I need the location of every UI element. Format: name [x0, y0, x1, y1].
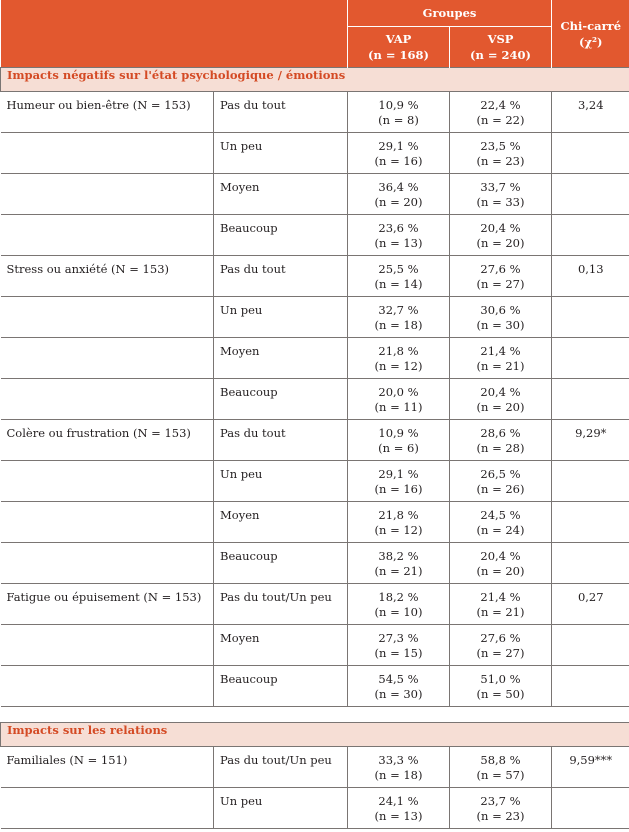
- vsp-count: (n = 20): [476, 236, 525, 250]
- header-chi-square: [552, 0, 629, 68]
- row-level: Moyen: [214, 174, 348, 215]
- vsp-n: (n = 240): [470, 48, 531, 62]
- vap-cell: [348, 788, 450, 829]
- row-label: [1, 543, 214, 584]
- row-level: Moyen: [214, 625, 348, 666]
- vap-count: (n = 16): [374, 154, 423, 168]
- vap-percent: 38,2 %: [378, 549, 419, 563]
- vap-cell: [348, 379, 450, 420]
- vsp-count: (n = 22): [476, 113, 525, 127]
- vap-percent: 29,1 %: [378, 467, 419, 481]
- vsp-count: (n = 26): [476, 482, 525, 496]
- vap-count: (n = 11): [374, 400, 423, 414]
- vap-percent: 21,8 %: [378, 344, 419, 358]
- row-label: [1, 788, 214, 829]
- row-label: [1, 625, 214, 666]
- vap-count: (n = 21): [374, 564, 423, 578]
- vsp-percent: 27,6 %: [480, 262, 521, 276]
- vap-count: (n = 16): [374, 482, 423, 496]
- row-level: Pas du tout: [214, 420, 348, 461]
- row-label: [1, 379, 214, 420]
- vap-percent: 29,1 %: [378, 139, 419, 153]
- vsp-cell: [450, 215, 552, 256]
- chi-value: [552, 543, 629, 584]
- table-row: [1, 256, 629, 297]
- table-row: [1, 133, 629, 174]
- vsp-percent: 21,4 %: [480, 344, 521, 358]
- vap-percent: 20,0 %: [378, 385, 419, 399]
- vap-count: (n = 15): [374, 646, 423, 660]
- vsp-count: (n = 24): [476, 523, 525, 537]
- row-label: [1, 215, 214, 256]
- chi-symbol: (χ²): [579, 34, 603, 49]
- vsp-percent: 22,4 %: [480, 98, 521, 112]
- chi-value: [552, 666, 629, 707]
- vsp-cell: [450, 584, 552, 625]
- table-row: [1, 666, 629, 707]
- vap-count: (n = 18): [374, 318, 423, 332]
- vsp-count: (n = 27): [476, 646, 525, 660]
- table-row: [1, 747, 629, 788]
- chi-value: [552, 133, 629, 174]
- chi-value: 0,27: [552, 584, 629, 625]
- chi-value: [552, 338, 629, 379]
- vap-percent: 10,9 %: [378, 98, 419, 112]
- table-row: [1, 625, 629, 666]
- row-level: Beaucoup: [214, 379, 348, 420]
- spacer-cell: [1, 707, 629, 723]
- vap-count: (n = 8): [378, 113, 419, 127]
- vsp-cell: [450, 747, 552, 788]
- vap-count: (n = 13): [374, 236, 423, 250]
- chi-value: [552, 174, 629, 215]
- row-level: Moyen: [214, 338, 348, 379]
- vsp-cell: [450, 379, 552, 420]
- vap-cell: [348, 215, 450, 256]
- row-label: Familiales (N = 151): [1, 747, 214, 788]
- vsp-cell: [450, 92, 552, 133]
- row-label: [1, 666, 214, 707]
- table-row: [1, 502, 629, 543]
- vap-percent: 21,8 %: [378, 508, 419, 522]
- vap-percent: 23,6 %: [378, 221, 419, 235]
- chi-value: 9,29*: [552, 420, 629, 461]
- vsp-cell: [450, 174, 552, 215]
- vsp-count: (n = 50): [476, 687, 525, 701]
- table-header: [1, 0, 629, 68]
- table-row: [1, 215, 629, 256]
- vsp-percent: 58,8 %: [480, 753, 521, 767]
- vap-cell: [348, 543, 450, 584]
- vap-count: (n = 10): [374, 605, 423, 619]
- vsp-count: (n = 21): [476, 359, 525, 373]
- vap-count: (n = 14): [374, 277, 423, 291]
- vap-n: (n = 168): [368, 48, 429, 62]
- vap-cell: [348, 92, 450, 133]
- vsp-percent: 33,7 %: [480, 180, 521, 194]
- vap-count: (n = 30): [374, 687, 423, 701]
- chi-value: [552, 788, 629, 829]
- row-label: [1, 174, 214, 215]
- vap-percent: 27,3 %: [378, 631, 419, 645]
- vsp-percent: 30,6 %: [480, 303, 521, 317]
- vsp-count: (n = 27): [476, 277, 525, 291]
- section-header: [1, 68, 629, 92]
- vsp-percent: 26,5 %: [480, 467, 521, 481]
- vap-cell: [348, 174, 450, 215]
- vap-cell: [348, 297, 450, 338]
- row-label: Humeur ou bien-être (N = 153): [1, 92, 214, 133]
- vap-label: VAP: [385, 32, 412, 46]
- vsp-percent: 20,4 %: [480, 221, 521, 235]
- row-level: Un peu: [214, 297, 348, 338]
- vsp-label: VSP: [487, 32, 514, 46]
- row-level: Un peu: [214, 133, 348, 174]
- section-title: Impacts négatifs sur l'état psychologique / émotions: [1, 68, 629, 92]
- vsp-percent: 27,6 %: [480, 631, 521, 645]
- header-groupes: Groupes: [348, 0, 552, 27]
- table-row: [1, 379, 629, 420]
- table-body: [1, 68, 629, 829]
- row-label: [1, 338, 214, 379]
- row-level: Beaucoup: [214, 543, 348, 584]
- table-row: [1, 338, 629, 379]
- vsp-cell: [450, 502, 552, 543]
- section-header: [1, 723, 629, 747]
- header-vap: [348, 27, 450, 68]
- vap-percent: 18,2 %: [378, 590, 419, 604]
- vsp-count: (n = 21): [476, 605, 525, 619]
- vap-cell: [348, 133, 450, 174]
- vsp-count: (n = 30): [476, 318, 525, 332]
- vsp-percent: 24,5 %: [480, 508, 521, 522]
- row-label: Fatigue ou épuisement (N = 153): [1, 584, 214, 625]
- chi-value: [552, 297, 629, 338]
- chi-value: [552, 502, 629, 543]
- vap-percent: 10,9 %: [378, 426, 419, 440]
- vap-count: (n = 13): [374, 809, 423, 823]
- chi-value: [552, 625, 629, 666]
- row-label: [1, 133, 214, 174]
- row-level: Pas du tout: [214, 256, 348, 297]
- chi-value: [552, 379, 629, 420]
- vap-cell: [348, 625, 450, 666]
- vap-cell: [348, 666, 450, 707]
- chi-value: [552, 461, 629, 502]
- row-label: Stress ou anxiété (N = 153): [1, 256, 214, 297]
- table-row: [1, 297, 629, 338]
- row-label: [1, 461, 214, 502]
- vap-percent: 33,3 %: [378, 753, 419, 767]
- vap-count: (n = 12): [374, 523, 423, 537]
- section-spacer: [1, 707, 629, 723]
- row-level: Pas du tout: [214, 92, 348, 133]
- table-row: [1, 788, 629, 829]
- vsp-count: (n = 20): [476, 564, 525, 578]
- vap-percent: 54,5 %: [378, 672, 419, 686]
- vsp-cell: [450, 297, 552, 338]
- vap-percent: 32,7 %: [378, 303, 419, 317]
- chi-value: 3,24: [552, 92, 629, 133]
- vsp-percent: 21,4 %: [480, 590, 521, 604]
- vap-count: (n = 6): [378, 441, 419, 455]
- vsp-percent: 20,4 %: [480, 385, 521, 399]
- header-blank: [1, 0, 348, 68]
- row-level: Un peu: [214, 788, 348, 829]
- table-row: [1, 543, 629, 584]
- vap-cell: [348, 338, 450, 379]
- table-row: [1, 92, 629, 133]
- row-level: Pas du tout/Un peu: [214, 584, 348, 625]
- vap-percent: 24,1 %: [378, 794, 419, 808]
- vsp-percent: 20,4 %: [480, 549, 521, 563]
- vap-count: (n = 18): [374, 768, 423, 782]
- vsp-cell: [450, 256, 552, 297]
- table-row: [1, 420, 629, 461]
- table-row: [1, 174, 629, 215]
- vsp-count: (n = 23): [476, 154, 525, 168]
- vsp-percent: 51,0 %: [480, 672, 521, 686]
- vsp-count: (n = 23): [476, 809, 525, 823]
- vsp-count: (n = 28): [476, 441, 525, 455]
- row-label: [1, 502, 214, 543]
- header-vsp: [450, 27, 552, 68]
- row-level: Un peu: [214, 461, 348, 502]
- vsp-percent: 28,6 %: [480, 426, 521, 440]
- chi-value: 0,13: [552, 256, 629, 297]
- row-level: Pas du tout/Un peu: [214, 747, 348, 788]
- row-level: Moyen: [214, 502, 348, 543]
- vsp-count: (n = 20): [476, 400, 525, 414]
- vsp-cell: [450, 133, 552, 174]
- vsp-count: (n = 57): [476, 768, 525, 782]
- vap-cell: [348, 502, 450, 543]
- row-level: Beaucoup: [214, 666, 348, 707]
- vsp-percent: 23,7 %: [480, 794, 521, 808]
- vap-count: (n = 12): [374, 359, 423, 373]
- vsp-count: (n = 33): [476, 195, 525, 209]
- vsp-cell: [450, 420, 552, 461]
- vap-cell: [348, 420, 450, 461]
- vap-cell: [348, 256, 450, 297]
- table-row: [1, 461, 629, 502]
- vsp-cell: [450, 788, 552, 829]
- row-label: [1, 297, 214, 338]
- row-level: Beaucoup: [214, 215, 348, 256]
- vsp-cell: [450, 338, 552, 379]
- vap-percent: 25,5 %: [378, 262, 419, 276]
- table-row: [1, 584, 629, 625]
- chi-value: [552, 215, 629, 256]
- row-label: Colère ou frustration (N = 153): [1, 420, 214, 461]
- vap-cell: [348, 747, 450, 788]
- vsp-cell: [450, 543, 552, 584]
- vsp-percent: 23,5 %: [480, 139, 521, 153]
- vap-percent: 36,4 %: [378, 180, 419, 194]
- vap-cell: [348, 461, 450, 502]
- vap-count: (n = 20): [374, 195, 423, 209]
- section-title: Impacts sur les relations: [1, 723, 629, 747]
- vsp-cell: [450, 461, 552, 502]
- vsp-cell: [450, 625, 552, 666]
- chi-value: 9,59***: [552, 747, 629, 788]
- vap-cell: [348, 584, 450, 625]
- vsp-cell: [450, 666, 552, 707]
- chi-label: Chi-carré: [560, 18, 622, 33]
